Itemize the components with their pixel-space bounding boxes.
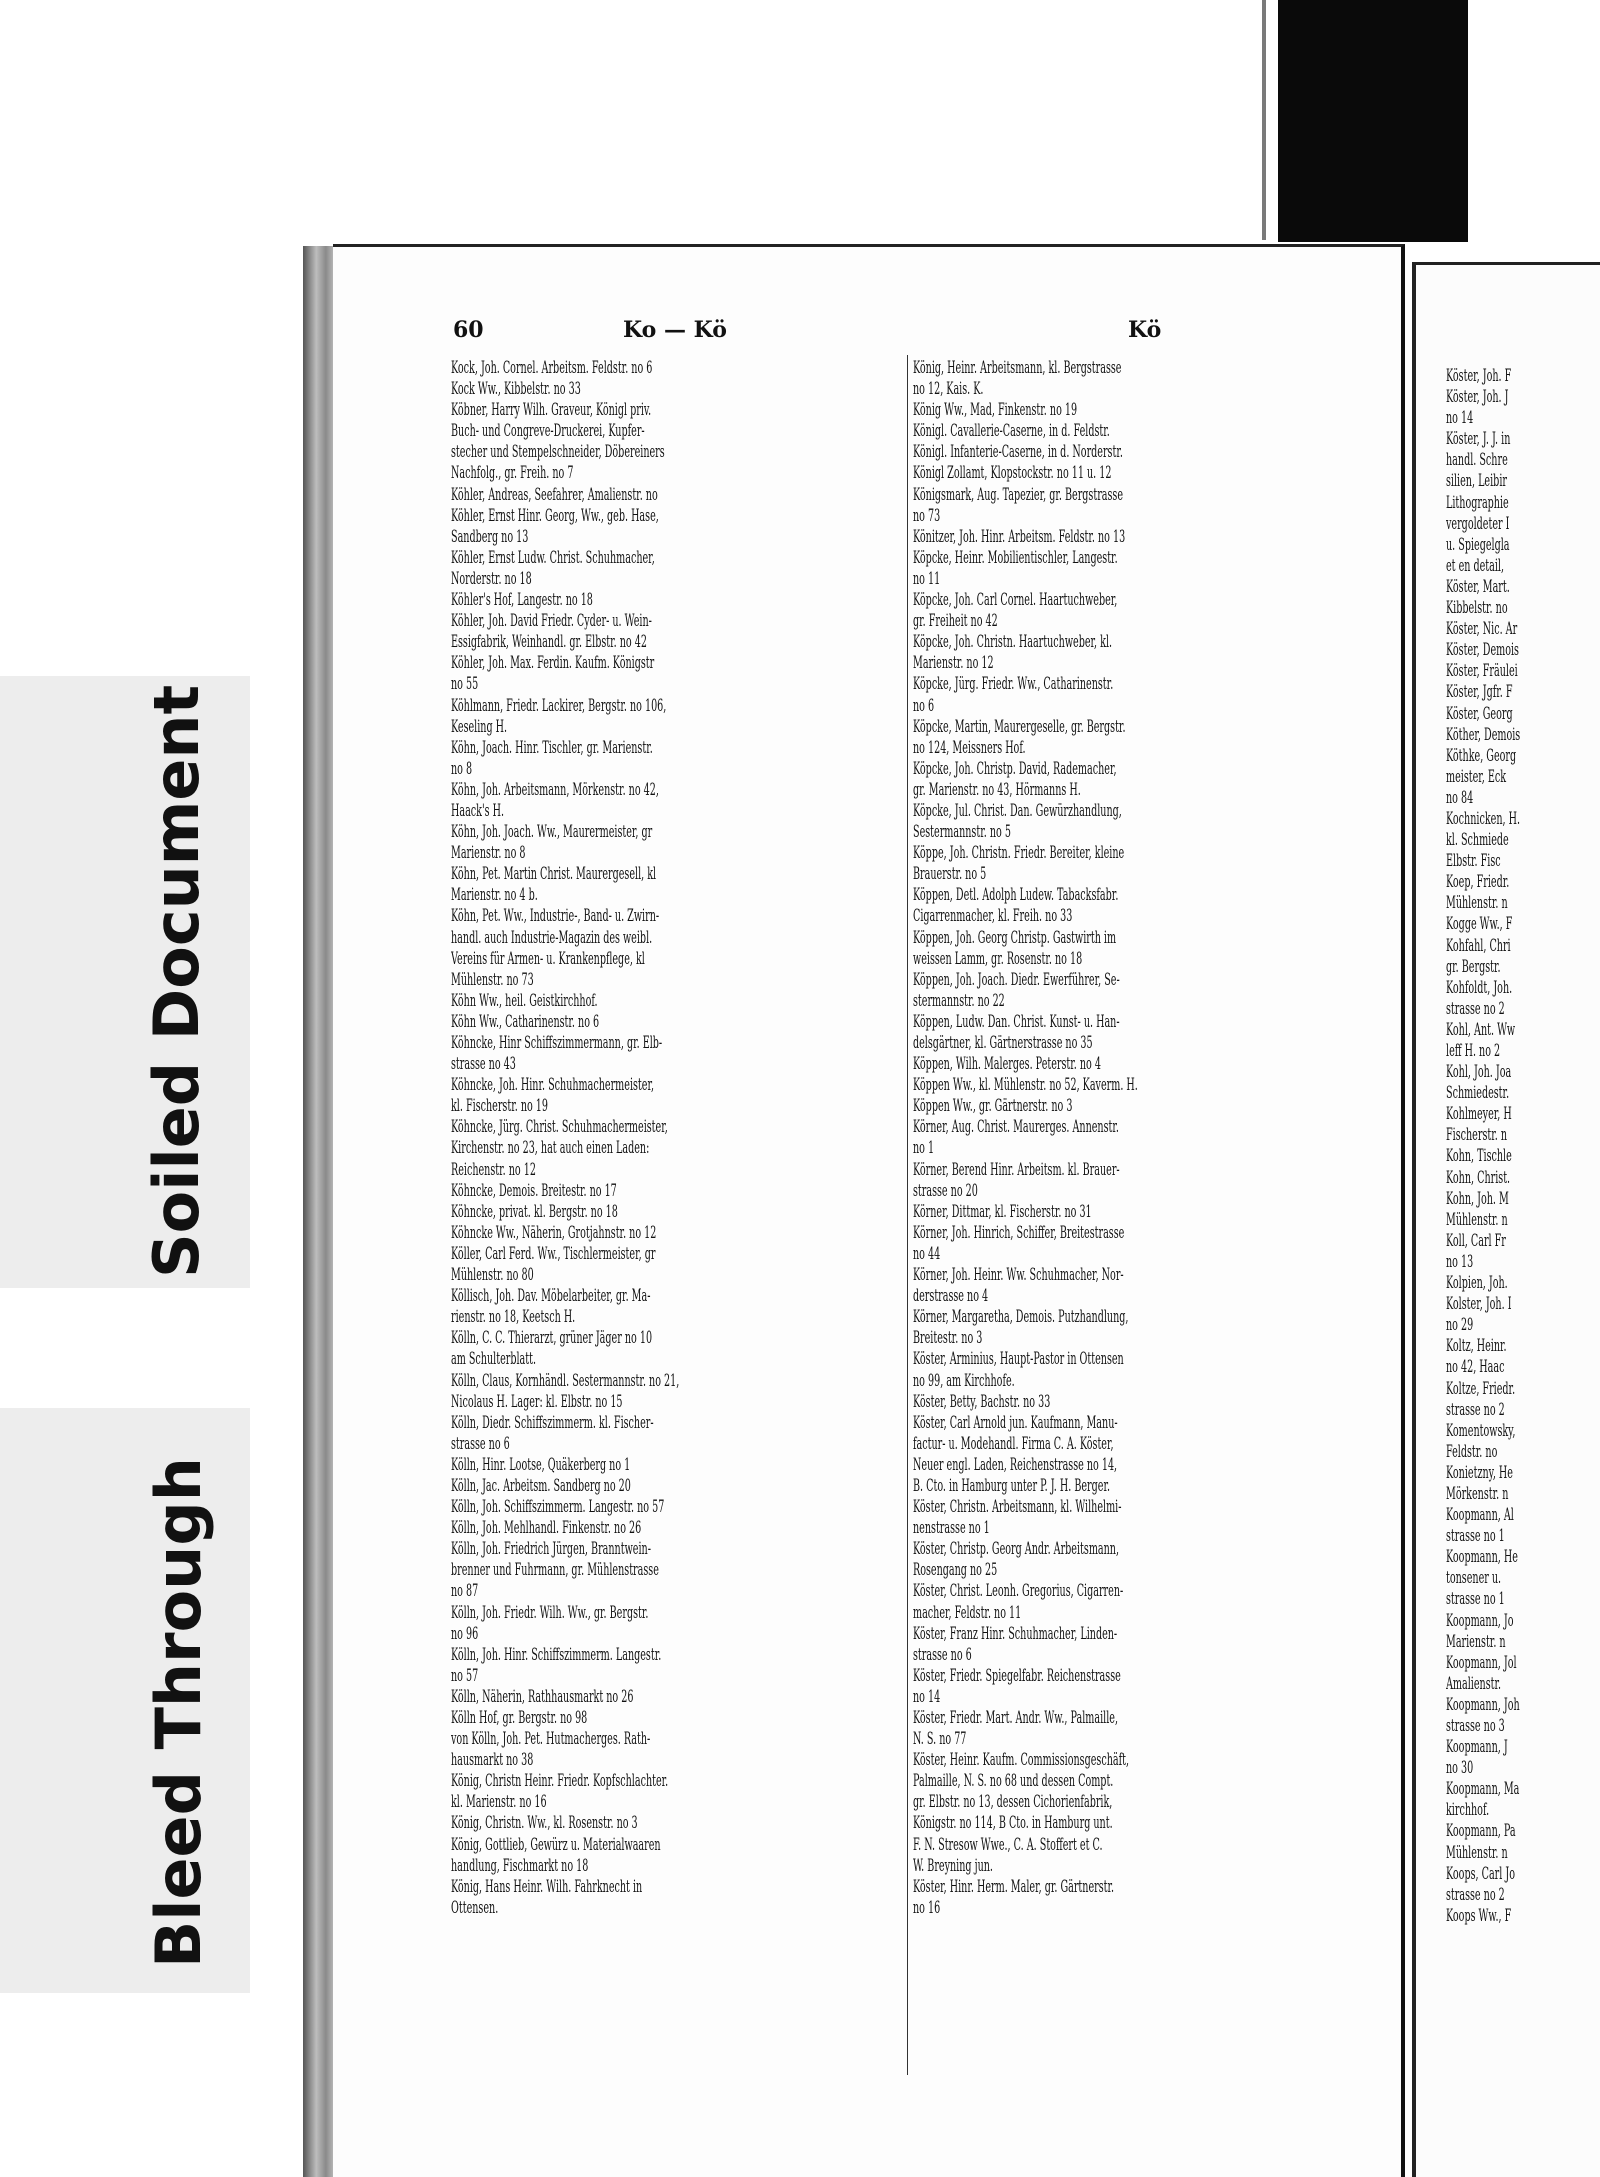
directory-entry-line: Köpcke, Joh. Christp. David, Rademacher, xyxy=(913,758,1117,778)
directory-entry-line: leff H. no 2 xyxy=(1446,1041,1501,1060)
directory-entry-line: Köbner, Harry Wilh. Graveur, Königl priv. xyxy=(451,400,652,420)
directory-entry-line: Köppe, Joh. Christn. Friedr. Bereiter, kleine xyxy=(913,843,1125,863)
directory-entry-line: Kolster, Joh. I xyxy=(1446,1294,1512,1314)
directory-entry-line: Koll, Carl Fr xyxy=(1446,1230,1506,1250)
directory-entry-line: Köppen, Joh. Joach. Diedr. Ewerführer, Se- xyxy=(913,969,1120,989)
directory-entry-line: Köster, Friedr. Spiegelfabr. Reichenstrasse xyxy=(913,1665,1121,1685)
page-edge-line xyxy=(1262,0,1266,240)
directory-entry-line: meister, Eck xyxy=(1446,766,1507,786)
directory-entry-line: Köpcke, Jürg. Friedr. Ww., Catharinenstr. xyxy=(913,674,1114,694)
directory-entry-line: König Ww., Mad, Finkenstr. no 19 xyxy=(913,400,1078,420)
directory-entry-line: Köhncke Ww., Näherin, Grotjahnstr. no 12 xyxy=(451,1222,657,1242)
directory-entry-line: Köster, Demois xyxy=(1446,640,1519,660)
directory-entry-line: strasse no 20 xyxy=(913,1180,978,1200)
directory-entry-line: strasse no 1 xyxy=(1446,1526,1505,1546)
bleed-through-label xyxy=(0,1408,250,1993)
directory-entry-line: Konietzny, He xyxy=(1446,1462,1513,1482)
page-header-left: Ko — Kö xyxy=(623,317,727,343)
directory-entry-line: no 73 xyxy=(913,505,941,525)
directory-entry-line: kl. Fischerstr. no 19 xyxy=(451,1096,549,1116)
directory-entry-line: Köster, Joh. F xyxy=(1446,366,1512,385)
directory-entry-line: Nachfolg., gr. Freih. no 7 xyxy=(451,463,574,483)
next-page-lines xyxy=(1446,365,1551,1926)
directory-entry-line: Körner, Joh. Heinr. Ww. Schuhmacher, Nor- xyxy=(913,1265,1124,1285)
directory-entry-line: Koopmann, He xyxy=(1446,1547,1518,1567)
directory-entry-line: Köster, Carl Arnold jun. Kaufmann, Manu- xyxy=(913,1412,1118,1432)
directory-entry-line: no 1 xyxy=(913,1138,935,1158)
directory-entry-line: Köster, Arminius, Haupt-Pastor in Ottensen xyxy=(913,1349,1124,1369)
directory-entry-line: Köhncke, privat. kl. Bergstr. no 18 xyxy=(451,1201,618,1221)
directory-entry-line: Köster, Fräulei xyxy=(1446,661,1518,681)
directory-entry-line: Neuer engl. Laden, Reichenstrasse no 14, xyxy=(913,1454,1118,1474)
directory-entry-line: Köster, Nic. Ar xyxy=(1446,619,1518,639)
directory-entry-line: strasse no 6 xyxy=(913,1644,972,1664)
directory-entry-line: Köster, Jgfr. F xyxy=(1446,682,1513,702)
directory-entry-line: Mühlenstr. n xyxy=(1446,1209,1508,1229)
directory-entry-line: Palmaille, N. S. no 68 und dessen Compt. xyxy=(913,1771,1114,1791)
directory-entry-line: no 87 xyxy=(451,1581,479,1601)
directory-entry-line: Köster, Joh. J xyxy=(1446,387,1509,407)
directory-entry-line: strasse no 2 xyxy=(1446,1399,1505,1419)
directory-entry-line: Koltz, Heinr. xyxy=(1446,1336,1507,1356)
directory-entry-line: Köster, Hinr. Herm. Maler, gr. Gärtnerstr. xyxy=(913,1876,1115,1896)
directory-entry-line: Kochnicken, H. xyxy=(1446,808,1521,828)
directory-entry-line: Kölln, Näherin, Rathhausmarkt no 26 xyxy=(451,1686,634,1706)
directory-entry-line: Köller, Carl Ferd. Ww., Tischlermeister, gr xyxy=(451,1243,656,1263)
directory-entry-line: König, Heinr. Arbeitsmann, kl. Bergstrasse xyxy=(913,358,1122,377)
directory-entry-line: factur- u. Modehandl. Firma C. A. Köster, xyxy=(913,1433,1114,1453)
directory-entry-line: Koops Ww., F xyxy=(1446,1905,1512,1925)
directory-entry-line: strasse no 2 xyxy=(1446,1884,1505,1904)
directory-entry-line: Kohn, Joh. M xyxy=(1446,1188,1509,1208)
directory-entry-line: Mühlenstr. no 80 xyxy=(451,1265,534,1285)
directory-entry-line: Kogge Ww., F xyxy=(1446,914,1513,934)
directory-entry-line: strasse no 3 xyxy=(1446,1716,1505,1735)
directory-entry-line: Koltze, Friedr. xyxy=(1446,1378,1516,1398)
directory-entry-line: Fischerstr. n xyxy=(1446,1125,1508,1145)
directory-entry-line: Köther, Demois xyxy=(1446,724,1521,744)
directory-entry-line: Cigarrenmacher, kl. Freih. no 33 xyxy=(913,906,1073,926)
directory-entry-line: Köster, Franz Hinr. Schuhmacher, Linden- xyxy=(913,1623,1118,1643)
directory-entry-line: no 99, am Kirchhofe. xyxy=(913,1370,1015,1390)
directory-entry-line: Köpcke, Joh. Christn. Haartuchweber, kl. xyxy=(913,632,1113,652)
directory-entry-line: no 55 xyxy=(451,674,479,694)
directory-entry-line: König, Gottlieb, Gewürz u. Materialwaaren xyxy=(451,1834,661,1854)
directory-entry-line: no 44 xyxy=(913,1243,941,1263)
directory-entry-line: kl. Marienstr. no 16 xyxy=(451,1792,547,1812)
directory-entry-line: Köster, Georg xyxy=(1446,703,1513,723)
directory-entry-line: gr. Bergstr. xyxy=(1446,956,1501,976)
directory-entry-line: hausmarkt no 38 xyxy=(451,1750,534,1770)
directory-entry-line: Mühlenstr. n xyxy=(1446,893,1508,913)
directory-entry-line: von Kölln, Joh. Pet. Hutmacherges. Rath- xyxy=(451,1729,651,1749)
directory-entry-line: Mörkenstr. n xyxy=(1446,1483,1509,1503)
directory-entry-line: Köhn Ww., Catharinenstr. no 6 xyxy=(451,1011,600,1031)
directory-entry-line: Königl. Cavallerie-Caserne, in d. Feldstr. xyxy=(913,421,1110,441)
directory-entry-line: Kölln, Joh. Friedrich Jürgen, Branntwein- xyxy=(451,1539,651,1559)
directory-entry-line: Kölln, Jac. Arbeitsm. Sandberg no 20 xyxy=(451,1475,631,1495)
directory-entry-line: macher, Feldstr. no 11 xyxy=(913,1602,1022,1622)
directory-entry-line: Kölln, Claus, Kornhändl. Sestermannstr. no 21, xyxy=(451,1370,680,1390)
directory-entry-line: stecher und Stempelschneider, Döbereiners xyxy=(451,442,665,462)
directory-entry-line: Köster, Heinr. Kaufm. Commissionsgeschäft, xyxy=(913,1750,1130,1770)
directory-entry-line: Kirchenstr. no 23, hat auch einen Laden: xyxy=(451,1138,650,1158)
directory-entry-line: König, Hans Heinr. Wilh. Fahrknecht in xyxy=(451,1876,643,1896)
directory-entry-line: Komentowsky, xyxy=(1446,1420,1516,1440)
directory-entry-line: Keseling H. xyxy=(451,716,508,736)
directory-entry-line: Kölln, C. C. Thierarzt, grüner Jäger no 10 xyxy=(451,1328,653,1348)
directory-entry-line: Köpcke, Martin, Maurergeselle, gr. Bergstr. xyxy=(913,716,1126,736)
directory-entry-line: Köppen, Joh. Georg Christp. Gastwirth im xyxy=(913,927,1117,947)
directory-entry-line: Köpcke, Jul. Christ. Dan. Gewürzhandlung, xyxy=(913,800,1122,820)
directory-entry-line: Sandberg no 13 xyxy=(451,526,529,546)
directory-entry-line: Kohn, Tischle xyxy=(1446,1146,1512,1166)
left-column-lines xyxy=(451,357,913,1918)
directory-entry-line: Köhn, Pet. Ww., Industrie-, Band- u. Zwirn- xyxy=(451,906,660,926)
directory-entry-line: Lithographie xyxy=(1446,492,1509,512)
directory-entry-line: Köster, Christn. Arbeitsmann, kl. Wilhelmi- xyxy=(913,1497,1122,1517)
directory-entry-line: Köhler, Andreas, Seefahrer, Amalienstr. no xyxy=(451,484,658,504)
directory-entry-line: Kolpien, Joh. xyxy=(1446,1273,1508,1293)
directory-entry-line: Vereins für Armen- u. Krankenpflege, kl xyxy=(451,948,645,968)
directory-entry-line: Köster, Christp. Georg Andr. Arbeitsmann, xyxy=(913,1539,1120,1559)
directory-entry-line: kirchhof. xyxy=(1446,1800,1490,1820)
directory-entry-line: Köster, Christ. Leonh. Gregorius, Cigarren- xyxy=(913,1581,1124,1601)
directory-entry-line: Amalienstr. xyxy=(1446,1673,1502,1693)
directory-entry-line: König, Christn. Ww., kl. Rosenstr. no 3 xyxy=(451,1813,638,1833)
directory-entry-line: Köhler's Hof, Langestr. no 18 xyxy=(451,590,593,610)
directory-entry-line: handlung, Fischmarkt no 18 xyxy=(451,1855,589,1875)
directory-entry-line: Köhlmann, Friedr. Lackirer, Bergstr. no 106, xyxy=(451,695,667,715)
directory-entry-line: Köster, Friedr. Mart. Andr. Ww., Palmaille, xyxy=(913,1708,1119,1727)
directory-entry-line: no 57 xyxy=(451,1665,479,1685)
directory-entry-line: Reichenstr. no 12 xyxy=(451,1159,536,1179)
directory-entry-line: B. Cto. in Hamburg unter P. J. H. Berger. xyxy=(913,1475,1111,1495)
directory-entry-line: Ottensen. xyxy=(451,1897,499,1917)
directory-entry-line: Marienstr. no 12 xyxy=(913,653,994,673)
directory-entry-line: Breitestr. no 3 xyxy=(913,1328,983,1348)
directory-entry-line: Kohl, Joh. Joa xyxy=(1446,1062,1512,1082)
directory-entry-line: Köhncke, Jürg. Christ. Schuhmachermeister, xyxy=(451,1117,668,1137)
directory-entry-line: Kohlmeyer, H xyxy=(1446,1104,1512,1124)
directory-entry-line: Köhn, Pet. Martin Christ. Maurergesell, kl xyxy=(451,864,657,884)
directory-entry-line: Essigfabrik, Weinhandl. gr. Elbstr. no 42 xyxy=(451,632,647,652)
directory-entry-line: Köhn Ww., heil. Geistkirchhof. xyxy=(451,990,598,1010)
directory-entry-line: derstrasse no 4 xyxy=(913,1286,989,1306)
directory-entry-line: Koep, Friedr. xyxy=(1446,872,1510,892)
directory-entry-line: Köppen Ww., kl. Mühlenstr. no 52, Kaverm. H. xyxy=(913,1075,1138,1095)
directory-entry-line: Norderstr. no 18 xyxy=(451,568,532,588)
directory-entry-line: Köpcke, Joh. Carl Cornel. Haartuchweber, xyxy=(913,590,1118,610)
directory-entry-line: Köthke, Georg xyxy=(1446,745,1517,765)
soiled-document-text: Soiled Document xyxy=(140,684,213,1278)
directory-entry-line: no 16 xyxy=(913,1897,941,1917)
directory-entry-line: Feldstr. no xyxy=(1446,1441,1498,1461)
bleed-through-text: Bleed Through xyxy=(142,1457,215,1968)
directory-entry-line: Köster, Betty, Bachstr. no 33 xyxy=(913,1391,1051,1411)
directory-entry-line: Köhncke, Joh. Hinr. Schuhmachermeister, xyxy=(451,1075,655,1095)
directory-entry-line: Körner, Dittmar, kl. Fischerstr. no 31 xyxy=(913,1201,1092,1221)
directory-entry-line: Könitzer, Joh. Hinr. Arbeitsm. Feldstr. no 13 xyxy=(913,526,1126,546)
directory-entry-line: Marienstr. n xyxy=(1446,1631,1506,1651)
directory-entry-line: Körner, Berend Hinr. Arbeitsm. kl. Brauer- xyxy=(913,1159,1120,1179)
directory-entry-line: Köppen, Wilh. Malerges. Peterstr. no 4 xyxy=(913,1054,1101,1074)
directory-entry-line: Elbstr. Fisc xyxy=(1446,851,1501,871)
directory-entry-line: Kölln, Joh. Schiffszimmerm. Langestr. no 57 xyxy=(451,1497,665,1517)
directory-entry-line: W. Breyning jun. xyxy=(913,1855,993,1875)
column-divider xyxy=(907,355,908,2075)
directory-entry-line: Köhler, Ernst Hinr. Georg, Ww., geb. Hase, xyxy=(451,505,659,525)
directory-entry-line: strasse no 6 xyxy=(451,1433,510,1453)
directory-entry-line: Köhn, Joh. Arbeitsmann, Mörkenstr. no 42, xyxy=(451,779,659,799)
directory-entry-line: Kölln, Joh. Hinr. Schiffszimmerm. Langestr. xyxy=(451,1644,662,1664)
directory-entry-line: no 42, Haac xyxy=(1446,1357,1505,1377)
directory-entry-line: Koopmann, Jo xyxy=(1446,1610,1514,1630)
directory-entry-line: Köhler, Joh. Max. Ferdin. Kaufm. Königstr xyxy=(451,653,655,673)
directory-entry-line: Königl. Infanterie-Caserne, in d. Norderstr. xyxy=(913,442,1123,462)
directory-entry-line: weissen Lamm, gr. Rosenstr. no 18 xyxy=(913,948,1083,968)
directory-entry-line: no 96 xyxy=(451,1623,479,1643)
directory-entry-line: Kohfoldt, Joh. xyxy=(1446,977,1513,997)
directory-entry-line: gr. Elbstr. no 13, dessen Cichorienfabrik, xyxy=(913,1792,1113,1812)
directory-entry-line: strasse no 2 xyxy=(1446,998,1505,1018)
directory-entry-line: Buch- und Congreve-Druckerei, Kupfer- xyxy=(451,421,645,441)
directory-entry-line: Köhncke, Demois. Breitestr. no 17 xyxy=(451,1180,617,1200)
directory-entry-line: silien, Leibir xyxy=(1446,471,1507,491)
directory-entry-line: strasse no 43 xyxy=(451,1054,516,1074)
directory-entry-line: F. N. Stresow Wwe., C. A. Stoffert et C. xyxy=(913,1834,1103,1854)
directory-entry-line: Kibbelstr. no xyxy=(1446,598,1508,618)
directory-entry-line: Koopmann, Joh xyxy=(1446,1694,1520,1714)
book-page xyxy=(333,244,1405,2177)
directory-entry-line: brenner und Fuhrmann, gr. Mühlenstrasse xyxy=(451,1560,659,1580)
directory-entry-line: Köhncke, Hinr Schiffszimmermann, gr. Elb- xyxy=(451,1033,663,1052)
directory-entry-line: gr. Freiheit no 42 xyxy=(913,611,998,631)
directory-entry-line: Marienstr. no 8 xyxy=(451,843,526,863)
directory-entry-line: am Schulterblatt. xyxy=(451,1349,537,1369)
directory-entry-line: no 84 xyxy=(1446,787,1474,807)
directory-entry-line: delsgärtner, kl. Gärtnerstrasse no 35 xyxy=(913,1033,1093,1052)
directory-entry-line: Köhler, Joh. David Friedr. Cyder- u. Wein- xyxy=(451,611,652,631)
directory-entry-line: gr. Marienstr. no 43, Hörmanns H. xyxy=(913,779,1081,799)
directory-entry-line: no 30 xyxy=(1446,1758,1474,1778)
directory-entry-line: Kohfahl, Chri xyxy=(1446,935,1511,955)
directory-entry-line: Köhn, Joh. Joach. Ww., Maurermeister, gr xyxy=(451,822,653,842)
directory-entry-line: Marienstr. no 4 b. xyxy=(451,885,538,905)
directory-entry-line: Kock Ww., Kibbelstr. no 33 xyxy=(451,379,581,399)
directory-entry-line: et en detail, xyxy=(1446,555,1505,575)
directory-entry-line: Körner, Joh. Hinrich, Schiffer, Breitestrasse xyxy=(913,1222,1125,1242)
directory-entry-line: Köhler, Ernst Ludw. Christ. Schuhmacher, xyxy=(451,547,655,567)
page-number: 60 xyxy=(453,317,484,343)
directory-entry-line: Kölln, Joh. Friedr. Wilh. Ww., gr. Bergstr. xyxy=(451,1602,649,1622)
directory-entry-line: Schmiedestr. xyxy=(1446,1083,1510,1103)
directory-entry-line: Köppen, Ludw. Dan. Christ. Kunst- u. Han- xyxy=(913,1011,1120,1031)
directory-entry-line: Kölln, Joh. Mehlhandl. Finkenstr. no 26 xyxy=(451,1518,642,1538)
directory-entry-line: no 12, Kais. K. xyxy=(913,379,984,399)
directory-entry-line: Köster, Mart. xyxy=(1446,576,1510,596)
directory-entry-line: Koopmann, Ma xyxy=(1446,1779,1520,1799)
directory-entry-line: stermannstr. no 22 xyxy=(913,990,1005,1010)
directory-entry-line: tonsener u. xyxy=(1446,1568,1502,1588)
directory-entry-line: Kölln Hof, gr. Bergstr. no 98 xyxy=(451,1708,588,1727)
directory-entry-line: no 29 xyxy=(1446,1315,1474,1335)
directory-entry-line: Königstr. no 114, B Cto. in Hamburg unt. xyxy=(913,1813,1113,1833)
directory-entry-line: Kölln, Diedr. Schiffszimmerm. kl. Fischer- xyxy=(451,1412,654,1432)
directory-entry-line: Brauerstr. no 5 xyxy=(913,864,987,884)
page-header-right: Kö xyxy=(1128,317,1162,343)
directory-entry-line: Köppen, Detl. Adolph Ludew. Tabacksfabr. xyxy=(913,885,1119,905)
directory-entry-line: u. Spiegelgla xyxy=(1446,534,1510,554)
directory-entry-line: no 13 xyxy=(1446,1251,1474,1271)
directory-entry-line: Köpcke, Heinr. Mobilientischler, Langestr. xyxy=(913,547,1118,567)
directory-entry-line: vergoldeter I xyxy=(1446,513,1510,533)
directory-entry-line: Köllisch, Joh. Dav. Möbelarbeiter, gr. Ma- xyxy=(451,1286,651,1306)
directory-entry-line: N. S. no 77 xyxy=(913,1729,967,1749)
directory-entry-line: handl. Schre xyxy=(1446,450,1508,470)
directory-entry-line: Köster, J. J. in xyxy=(1446,429,1511,449)
dark-background-strip xyxy=(1278,0,1468,242)
directory-entry-line: Kölln, Hinr. Lootse, Quäkerberg no 1 xyxy=(451,1454,631,1474)
directory-entry-line: Mühlenstr. n xyxy=(1446,1842,1508,1862)
directory-entry-line: Sestermannstr. no 5 xyxy=(913,822,1011,842)
directory-entry-line: Koopmann, Pa xyxy=(1446,1821,1516,1841)
directory-entry-line: Köhn, Joach. Hinr. Tischler, gr. Marienstr. xyxy=(451,737,653,757)
directory-entry-line: Mühlenstr. no 73 xyxy=(451,969,534,989)
directory-entry-line: Kohn, Christ. xyxy=(1446,1167,1511,1187)
directory-entry-line: Körner, Aug. Christ. Maurerges. Annenstr. xyxy=(913,1117,1119,1137)
directory-entry-line: Kohl, Ant. Ww xyxy=(1446,1019,1516,1039)
right-column-lines xyxy=(913,357,1372,1918)
directory-entry-line: Kock, Joh. Cornel. Arbeitsm. Feldstr. no 6 xyxy=(451,358,653,377)
directory-entry-line: kl. Schmiede xyxy=(1446,830,1509,850)
directory-entry-line: Koopmann, Jol xyxy=(1446,1652,1517,1672)
directory-entry-line: Königsmark, Aug. Tapezier, gr. Bergstrasse xyxy=(913,484,1124,504)
next-page-column xyxy=(1446,365,1600,1926)
next-page-fragment xyxy=(1412,262,1600,2177)
directory-entry-line: Koops, Carl Jo xyxy=(1446,1863,1515,1883)
directory-entry-line: no 14 xyxy=(1446,408,1474,428)
directory-entry-line: Koopmann, Al xyxy=(1446,1505,1514,1525)
directory-entry-line: nenstrasse no 1 xyxy=(913,1518,990,1538)
directory-entry-line: no 8 xyxy=(451,758,473,778)
directory-entry-line: rienstr. no 18, Keetsch H. xyxy=(451,1307,576,1327)
directory-entry-line: strasse no 1 xyxy=(1446,1589,1505,1609)
directory-entry-line: no 6 xyxy=(913,695,935,715)
directory-entry-line: handl. auch Industrie-Magazin des weibl. xyxy=(451,927,653,947)
soiled-document-label xyxy=(0,676,250,1288)
directory-entry-line: no 124, Meissners Hof. xyxy=(913,737,1026,757)
directory-entry-line: Königl Zollamt, Klopstockstr. no 11 u. 12 xyxy=(913,463,1112,483)
directory-entry-line: Haack's H. xyxy=(451,800,504,820)
directory-entry-line: Koopmann, J xyxy=(1446,1737,1508,1757)
directory-entry-line: Nicolaus H. Lager: kl. Elbstr. no 15 xyxy=(451,1391,623,1411)
directory-entry-line: no 14 xyxy=(913,1686,941,1706)
directory-entry-line: König, Christn Heinr. Friedr. Kopfschlachter. xyxy=(451,1771,669,1791)
directory-entry-line: Rosengang no 25 xyxy=(913,1560,998,1580)
directory-entry-line: Köppen Ww., gr. Gärtnerstr. no 3 xyxy=(913,1096,1073,1116)
directory-entry-line: no 11 xyxy=(913,568,941,588)
directory-entry-line: Körner, Margaretha, Demois. Putzhandlung, xyxy=(913,1307,1129,1327)
